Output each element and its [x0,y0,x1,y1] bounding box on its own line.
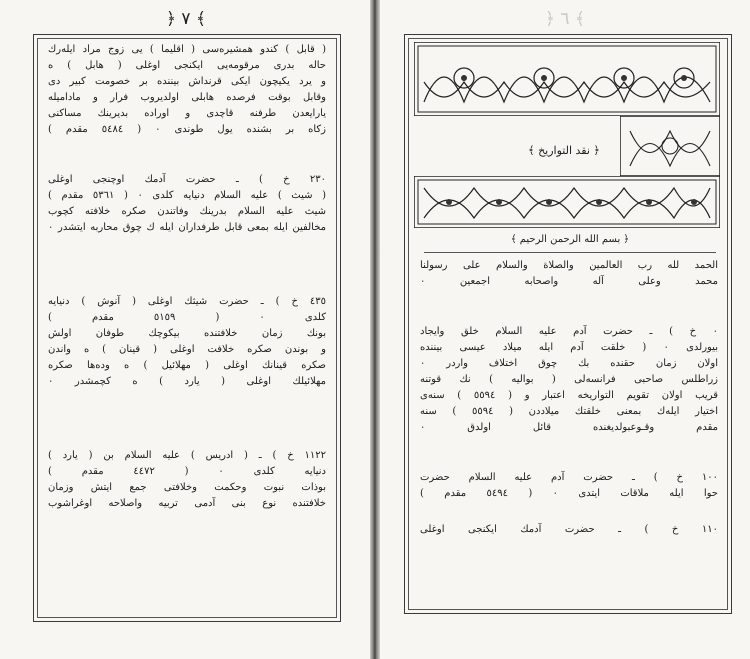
text-line: صکره قینانك اوغلی ( مهلائیل ) ه وده‌ها صکره [48,360,326,371]
entry-adam-second-son [420,522,718,538]
ornament-side-panel-icon [620,116,720,176]
text-line: دنیایه کلدی ۰ ( ٤٤٧٢ مقدم ) [48,466,326,477]
text-line: ( شیث ) علیه السلام دنیایه کلدی ۰ ( ٥٣٦١ مقدم ) [48,190,326,201]
text-line: بوذات نبوت وحکمت وخلافتی جمع ایتش وزمان [48,482,326,493]
entry-adam-creation [420,324,718,436]
text-line: مخالفین ایله بمعی قابل طرفداران ایله ‌ك چوق محاربه ایتشدر ۰ [48,222,326,233]
spacer [48,236,326,274]
text-line: حاله بدری مرقومه‌یی ایکنجی اوغلی ( هابل ) ه [48,60,326,71]
text-line: شیث علیه السلام بدرینك وفاتندن صکره خلافته کچوب [48,206,326,217]
text-line: اختیار ایله‌ك بمعنی خلقتك میلاددن ( ٥٥٩٤ ) سنه [420,406,718,417]
spacer [48,138,326,172]
text-line: و یرد یکیچون ایکی قرنداش بیننده بر خصومت کبیر دی [48,76,326,87]
right-page [380,0,750,659]
ornament-bottom-band-icon [414,176,720,228]
entry-heading: ١١٢٢ خ ) ـ ( ادریس ) علیه السلام بن ( یارد ) [48,450,326,461]
text-line: الحمد لله رب العالمین والصلاة والسلام علی رسولنا [420,260,718,271]
text-line: خلافتنده نوع بنی آدمی تربیه واصلاحه اوغراشوب [48,498,326,509]
ornament-top-band-icon [414,42,720,116]
entry-adam-eve [420,470,718,502]
basmala: ﴿ بسم الله الرحمن الرحیم ﴾ [510,234,630,245]
left-page [0,0,372,659]
intro-praise [420,258,718,290]
entry-heading: ٢٣٠ خ ) ـ حضرت آدمك اوچنجی اوغلی [48,174,326,185]
text-line: بیورلدی ۰ ( خلقت آدم ایله میلاد عیسی بیننده [420,342,718,353]
left-page-number: ﴿ ٧ ﴾ [166,9,206,29]
text-line: زراطلس صاحبی فرانسه‌لی ( بوالیه ) نك قوتنه [420,374,718,385]
entry-heading: ٤٣٥ خ ) ـ حضرت شیثك اوغلی ( آنوش ) دنیایه [48,296,326,307]
text-line: اولان زمان حقنده بك چوق اختلاف واردر ۰ [420,358,718,369]
spacer [48,428,326,448]
text-line: یارایعدن طرفنه قاچدی و اوراده بدیرینك مساکنی [48,108,326,119]
right-text-column [420,258,718,538]
spacer [420,290,718,324]
text-line: ( قابل ) کندو همشیره‌سی ( اقلیما ) یی زوج مراد ایله‌رك [48,44,326,55]
text-line: وقابل بوقت فرصده هابلی اولدیروب فرار و مادامیله [48,92,326,103]
text-line: مقدم وقـوعبولدیغنده قائل اولدق ۰ [420,422,718,433]
entry-qabil [48,42,326,138]
spacer [420,436,718,470]
left-text-column [48,42,326,512]
book-title: ﴿ نقد التواریخ ﴾ [528,144,600,157]
text-line: مهلائیلك اوغلی ( یارد ) ه کچمشدر ۰ [48,376,326,387]
ornamental-header [414,42,720,228]
entry-sheth [48,172,326,236]
right-page-number: ﴿ ٦ ﴾ [545,9,585,29]
divider [424,252,716,253]
entry-heading: ١٠٠ خ ) ـ حضرت آدم علیه السلام حضرت [420,472,718,483]
text-line: زکاه بر بشنده یول طوندی ۰ ( ٥٤٨٤ مقدم ) [48,124,326,135]
entry-anush [48,294,326,390]
spacer [420,502,718,522]
spacer [48,390,326,428]
text-line: حوا ایله ملاقات ایتدی ۰ ( ٥٤٩٤ مقدم ) [420,488,718,499]
book-gutter [370,0,380,659]
spacer [48,274,326,294]
text-line: کلدی ۰ ( ٥١٥٩ مقدم ) [48,312,326,323]
entry-heading: ١١٠ خ ) ـ حضرت آدمك ایکنجی اوغلی [420,524,718,535]
entry-idris [48,448,326,512]
text-line: قریب اولان تقویم التواریخه اعتبار و ( ٥٥٩٤ ) سنه‌ی [420,390,718,401]
text-line: محمد وعلی آله واصحابه اجمعین ۰ [420,276,718,287]
entry-heading: ٠ خ ) ـ حضرت آدم علیه السلام خلق وایجاد [420,326,718,337]
text-line: بونك زمان خلافتنده بیکوچك طوفان اولش [48,328,326,339]
text-line: و بوندن صکره خلافت اوغلی ( قینان ) ه واندن [48,344,326,355]
